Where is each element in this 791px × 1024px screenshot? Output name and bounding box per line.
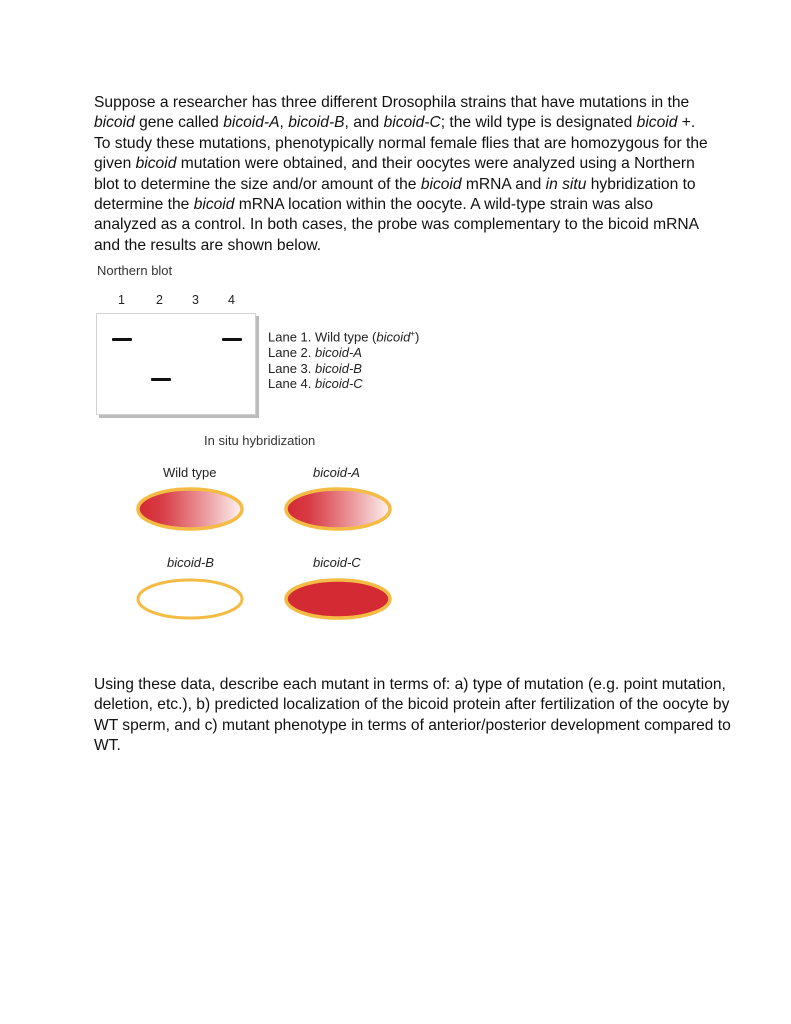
- intro-italic-run: bicoid: [135, 155, 177, 173]
- intro-text-run: ,: [279, 114, 289, 132]
- intro-text-run: mRNA and: [461, 175, 546, 193]
- intro-italic-run: in situ: [545, 175, 587, 193]
- in-situ-title: In situ hybridization: [204, 433, 316, 448]
- legend-lane-3: Lane 3. bicoid-B: [268, 360, 362, 376]
- intro-text-run: ; the wild type is designated: [440, 114, 637, 132]
- intro-text-run: gene called: [134, 114, 224, 132]
- lane-number-3: 3: [192, 293, 199, 307]
- intro-italic-run: bicoid-A: [223, 114, 280, 132]
- intro-italic-run: bicoid: [420, 175, 462, 193]
- intro-text-run: , and: [344, 114, 384, 132]
- intro-text-run: mutation were obtained, and their oocytes were analyzed using a Northern blot to determine the size and/or amount of the: [94, 155, 695, 193]
- intro-text-run: mRNA location within the oocyte. A wild-type strain was also analyzed as a control. In both cases, the probe was complementary to the bicoid mRNA and the results are shown below.: [94, 196, 699, 254]
- intro-italic-run: bicoid: [94, 114, 135, 132]
- question-paragraph: Using these data, describe each mutant in terms of: a) type of mutation (e.g. point mutation, deletion, etc.), b) predicted localization of the bicoid protein after fertilization of the oocyte by WT sperm, and c) mutant phenotype in terms of anterior/posterior development compared to WT.: [94, 676, 731, 755]
- intro-text-run: Suppose a researcher has three different Drosophila strains that have mutations in the: [94, 94, 690, 111]
- intro-italic-run: bicoid: [636, 114, 678, 132]
- intro-text-run: +. To study these mutations, phenotypically normal female flies that are homozygous for the given: [94, 114, 708, 173]
- intro-text-run: hybridization to determine the: [94, 175, 696, 214]
- lane-number-4: 4: [228, 293, 235, 307]
- northern-blot-title: Northern blot: [97, 263, 173, 278]
- lane-number-1: 1: [118, 293, 125, 307]
- intro-italic-run: bicoid: [193, 196, 235, 214]
- legend-lane-2: Lane 2. bicoid-A: [268, 344, 362, 360]
- legend-lane-4: Lane 4. bicoid-C: [268, 376, 363, 392]
- intro-italic-run: bicoid-B: [288, 114, 345, 132]
- label-wild-type: Wild type: [163, 465, 217, 480]
- intro-italic-run: bicoid-C: [383, 114, 441, 132]
- oocyte-bicoid-a: [286, 489, 390, 529]
- oocyte-wild-type: [138, 489, 242, 529]
- oocyte-bicoid-c: [286, 580, 390, 618]
- legend-lane-1: Lane 1. Wild type (bicoid+): [268, 329, 420, 345]
- oocyte-bicoid-b: [138, 580, 242, 618]
- label-bicoid-c: bicoid-C: [313, 555, 361, 570]
- lane-number-2: 2: [156, 293, 163, 307]
- label-bicoid-a: bicoid-A: [313, 465, 360, 480]
- label-bicoid-b: bicoid-B: [167, 555, 214, 570]
